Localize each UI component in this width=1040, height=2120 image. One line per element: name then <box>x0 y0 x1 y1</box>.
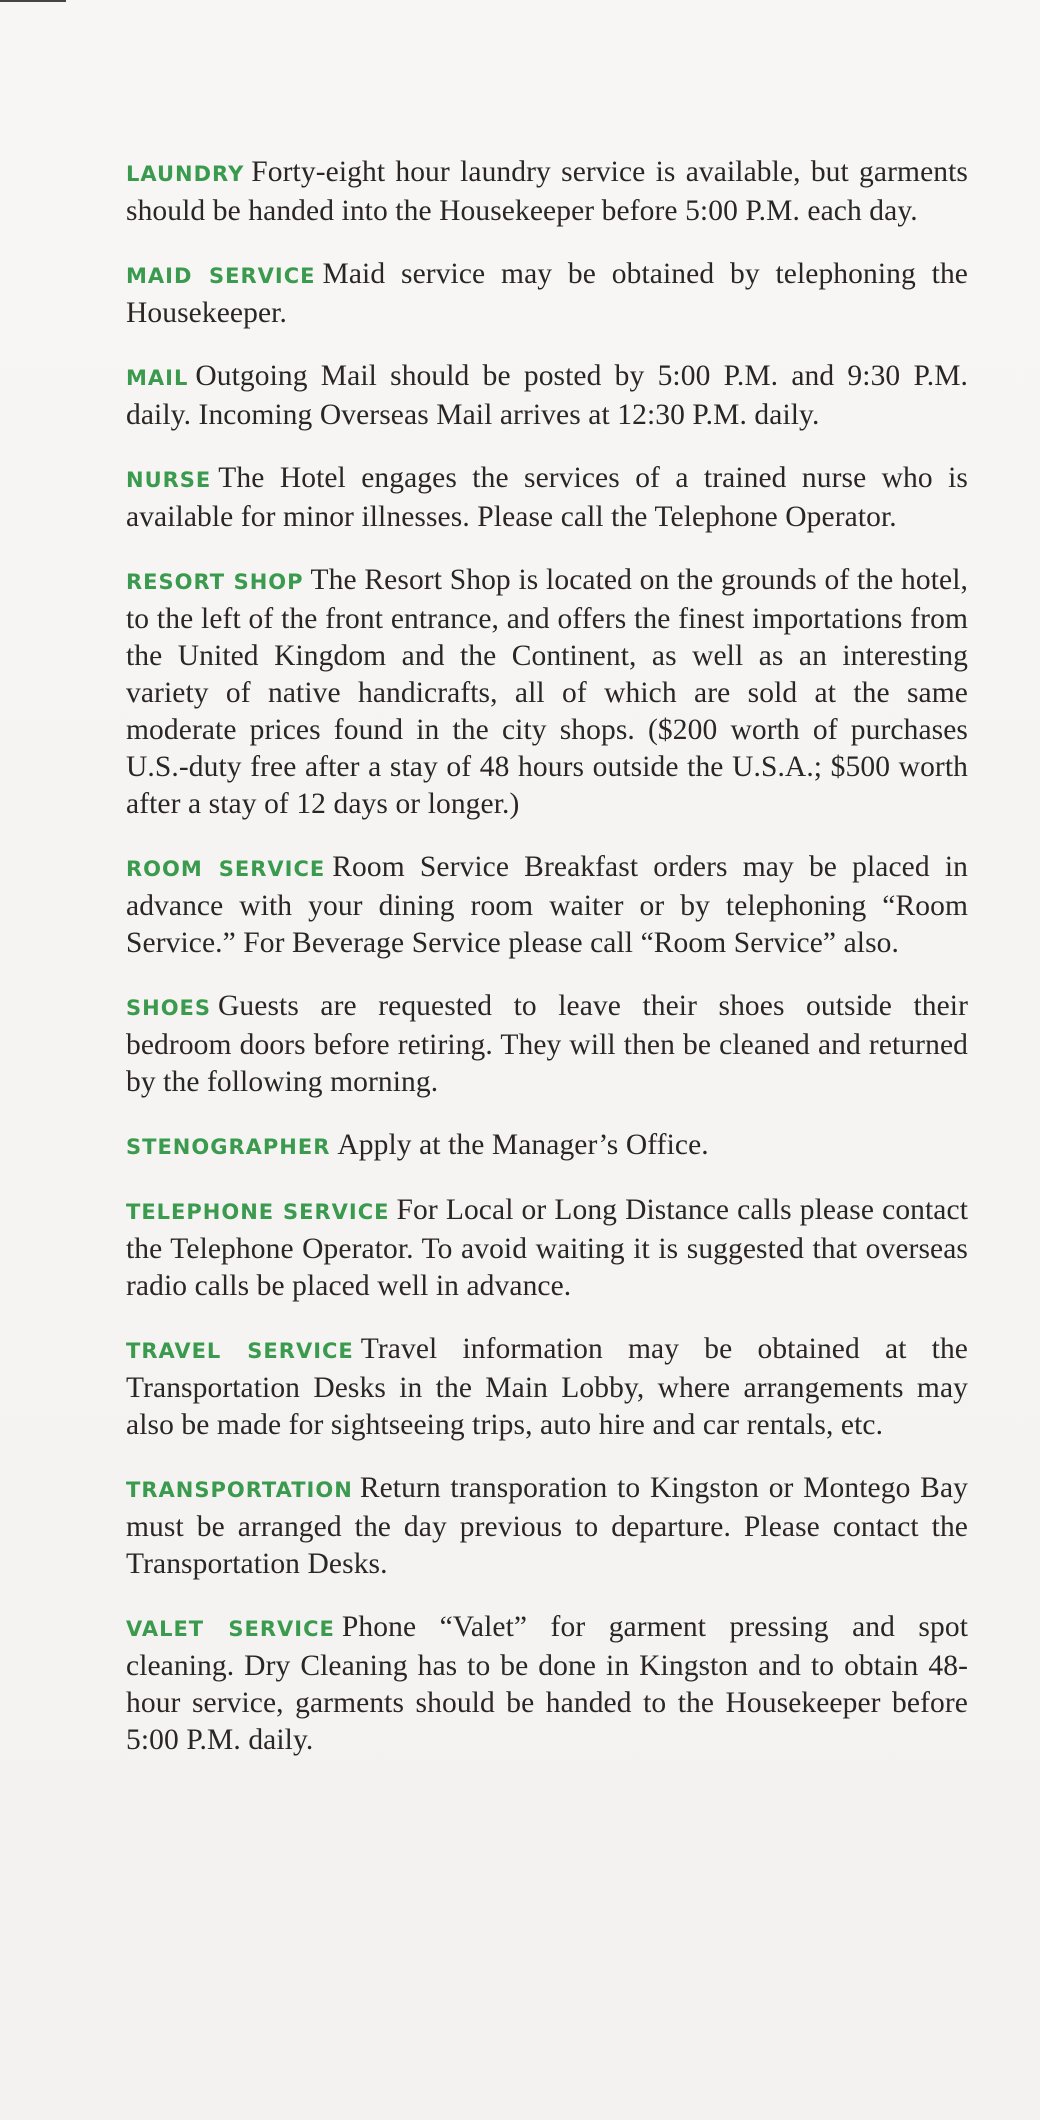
entry-heading: TRANSPORTATION <box>126 1478 353 1502</box>
entry-heading: MAID SERVICE <box>126 264 316 288</box>
entry-maid-service <box>126 256 968 332</box>
entry-heading: TELEPHONE SERVICE <box>126 1200 390 1224</box>
entry-text: Return transporation to Kingston or Montego Bay must be arranged the day previous to departure. Please contact the Transportation Desks. <box>126 1472 968 1580</box>
entry-heading: TRAVEL SERVICE <box>126 1339 354 1363</box>
entry-text: Guests are requested to leave their shoes outside their bedroom doors before retiring. They will then be cleaned and returned by the following morning. <box>126 990 968 1098</box>
entry-mail <box>126 358 968 434</box>
entry-heading: STENOGRAPHER <box>126 1135 331 1159</box>
entry-transportation <box>126 1470 968 1583</box>
entry-text: Maid service may be obtained by telephoning the Housekeeper. <box>126 258 969 329</box>
corner-edge-mark <box>0 0 66 2</box>
entry-laundry <box>126 154 968 230</box>
entry-text: Forty-eight hour laundry service is available, but garments should be handed into the Housekeeper before 5:00 P.M. each day. <box>126 156 968 227</box>
entry-heading: RESORT SHOP <box>126 570 304 594</box>
entry-text: Phone “Valet” for garment pressing and spot cleaning. Dry Cleaning has to be done in Kingston and to obtain 48-hour service, garments should be handed to the Housekeeper before 5:00 P.M. daily. <box>126 1611 969 1756</box>
entry-telephone-service <box>126 1192 968 1305</box>
entry-heading: VALET SERVICE <box>126 1617 335 1641</box>
entry-text: The Resort Shop is located on the grounds of the hotel, to the left of the front entrance, and offers the finest importations from the United Kingdom and the Continent, as well as an interesting variety of native handicrafts, all of which are sold at the same moderate prices found in the city shops. ($200 worth of purchases U.S.-duty free after a stay of 48 hours outside the U.S.A.; $500 worth after a stay of 12 days or longer.) <box>126 564 968 820</box>
entry-heading: LAUNDRY <box>126 162 245 186</box>
entry-text: For Local or Long Distance calls please contact the Telephone Operator. To avoid waiting it is suggested that overseas radio calls be placed well in advance. <box>126 1194 968 1302</box>
services-list <box>126 154 968 1785</box>
entry-room-service <box>126 849 968 962</box>
entry-heading: SHOES <box>126 996 212 1020</box>
entry-shoes <box>126 988 968 1101</box>
entry-heading: NURSE <box>126 468 212 492</box>
entry-nurse <box>126 460 968 536</box>
entry-valet-service <box>126 1609 968 1759</box>
entry-text: Room Service Breakfast orders may be placed in advance with your dining room waiter or by telephoning “Room Service.” For Beverage Service please call “Room Service” also. <box>126 851 968 959</box>
entry-text: The Hotel engages the services of a trained nurse who is available for minor illnesses. Please call the Telephone Operator. <box>126 462 968 533</box>
entry-heading: ROOM SERVICE <box>126 857 326 881</box>
entry-heading: MAIL <box>126 366 189 390</box>
entry-resort-shop <box>126 562 968 823</box>
entry-stenographer <box>126 1127 968 1166</box>
entry-text: Apply at the Manager’s Office. <box>337 1129 709 1161</box>
entry-text: Outgoing Mail should be posted by 5:00 P.M. and 9:30 P.M. daily. Incoming Overseas Mail arrives at 12:30 P.M. daily. <box>126 360 968 431</box>
entry-text: Travel information may be obtained at the Transportation Desks in the Main Lobby, where arrangements may also be made for sightseeing trips, auto hire and car rentals, etc. <box>126 1333 968 1441</box>
entry-travel-service <box>126 1331 968 1444</box>
